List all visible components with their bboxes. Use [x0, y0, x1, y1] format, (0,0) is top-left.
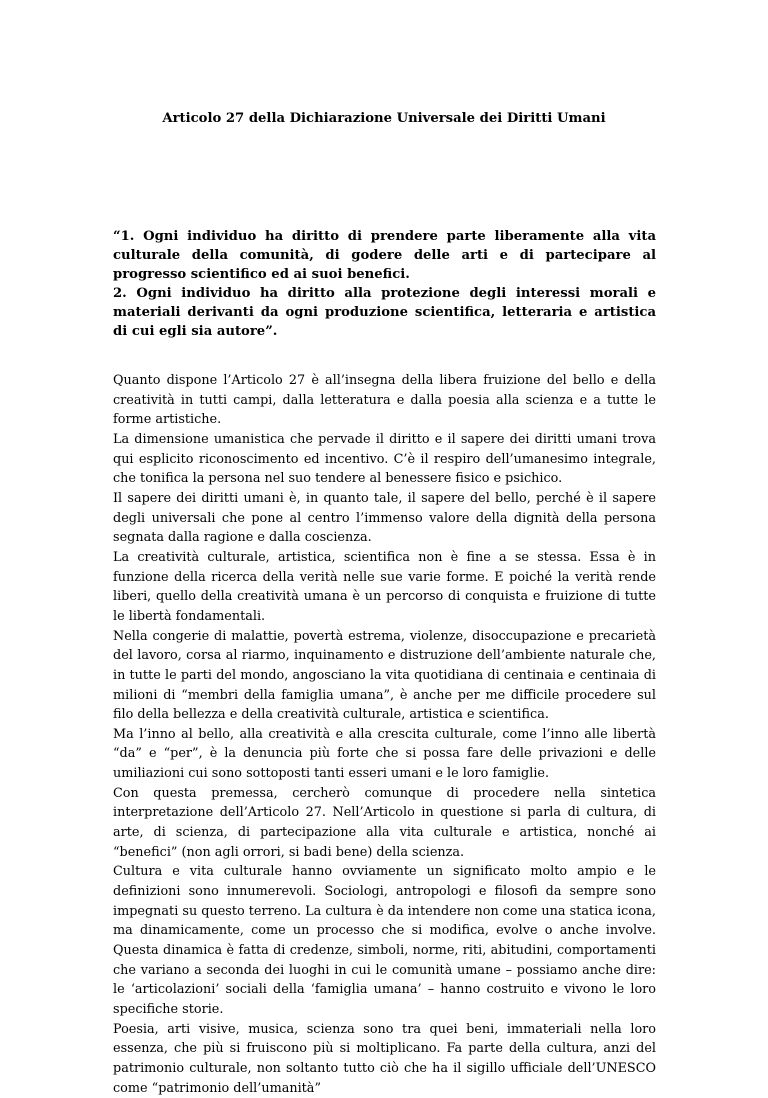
quote-paragraph-2: 2. Ogni individuo ha diritto alla protezione degli interessi morali e materiali derivanti da ogni produzione scientifica, letteraria e artistica di cui egli sia autore”.	[113, 286, 656, 339]
article-quote	[113, 227, 656, 341]
body-paragraph: Poesia, arti visive, musica, scienza sono tra quei beni, immateriali nella loro essenza, che più si fruiscono più si moltiplicano. Fa parte della cultura, anzi del patrimonio culturale, non soltanto tutto ciò che ha il sigillo ufficiale dell’UNESCO come “patrimonio dell’umanità”	[113, 1021, 656, 1096]
quote-paragraph-1: “1. Ogni individuo ha diritto di prendere parte liberamente alla vita culturale della comunità, di godere delle arti e di partecipare al progresso scientifico ed ai suoi benefici.	[113, 229, 656, 282]
body-paragraph: Nella congerie di malattie, povertà estrema, violenze, disoccupazione e precarietà del lavoro, corsa al riarmo, inquinamento e distruzione dell’ambiente naturale che, in tutte le parti del mondo, angosciano la vita quotidiana di centinaia e centinaia di milioni di “membri della famiglia umana”, è anche per me difficile procedere sul filo della bellezza e della creatività culturale, artistica e scientifica.	[113, 628, 656, 723]
document-body	[113, 371, 656, 1098]
body-paragraph: Cultura e vita culturale hanno ovviamente un significato molto ampio e le definizioni sono innumerevoli. Sociologi, antropologi e filosofi da sempre sono impegnati su questo terreno. La cultura è da intendere non come una statica icona, ma dinamicamente, come un processo che si modifica, evolve o anche involve. Questa dinamica è fatta di credenze, simboli, norme, riti, abitudini, comportamenti che variano a seconda dei luoghi in cui le comunità umane – possiamo anche dire: le ‘articolazioni’ sociali della ‘famiglia umana’ – hanno costruito e vivono le loro specifiche storie.	[113, 864, 656, 1017]
body-paragraph: La creatività culturale, artistica, scientifica non è fine a se stessa. Essa è in funzione della ricerca della verità nelle sue varie forme. E poiché la verità rende liberi, quello della creatività umana è un percorso di conquista e fruizione di tutte le libertà fondamentali.	[113, 549, 656, 624]
body-paragraph: Il sapere dei diritti umani è, in quanto tale, il sapere del bello, perché è il sapere degli universali che pone al centro l’immenso valore della dignità della persona segnata dalla ragione e dalla coscienza.	[113, 490, 656, 546]
body-paragraph: Ma l’inno al bello, alla creatività e alla crescita culturale, come l’inno alle libertà “da” e “per”, è la denuncia più forte che si possa fare delle privazioni e delle umiliazioni cui sono sottoposti tanti esseri umani e le loro famiglie.	[113, 726, 656, 782]
body-paragraph: Quanto dispone l’Articolo 27 è all’insegna della libera fruizione del bello e della creatività in tutti campi, dalla letteratura e dalla poesia alla scienza e a tutte le forme artistiche.	[113, 373, 656, 428]
body-paragraph: La dimensione umanistica che pervade il diritto e il sapere dei diritti umani trova qui esplicito riconoscimento ed incentivo. C’è il respiro dell’umanesimo integrale, che tonifica la persona nel suo tendere al benessere fisico e psichico.	[113, 431, 656, 487]
body-paragraph: Con questa premessa, cercherò comunque di procedere nella sintetica interpretazione dell’Articolo 27. Nell’Articolo in questione si parla di cultura, di arte, di scienza, di partecipazione alla vita culturale e artistica, nonché ai “benefici” (non agli orrori, si badi bene) della scienza.	[113, 785, 656, 860]
document-title: Articolo 27 della Dichiarazione Universale dei Diritti Umani	[162, 111, 606, 126]
